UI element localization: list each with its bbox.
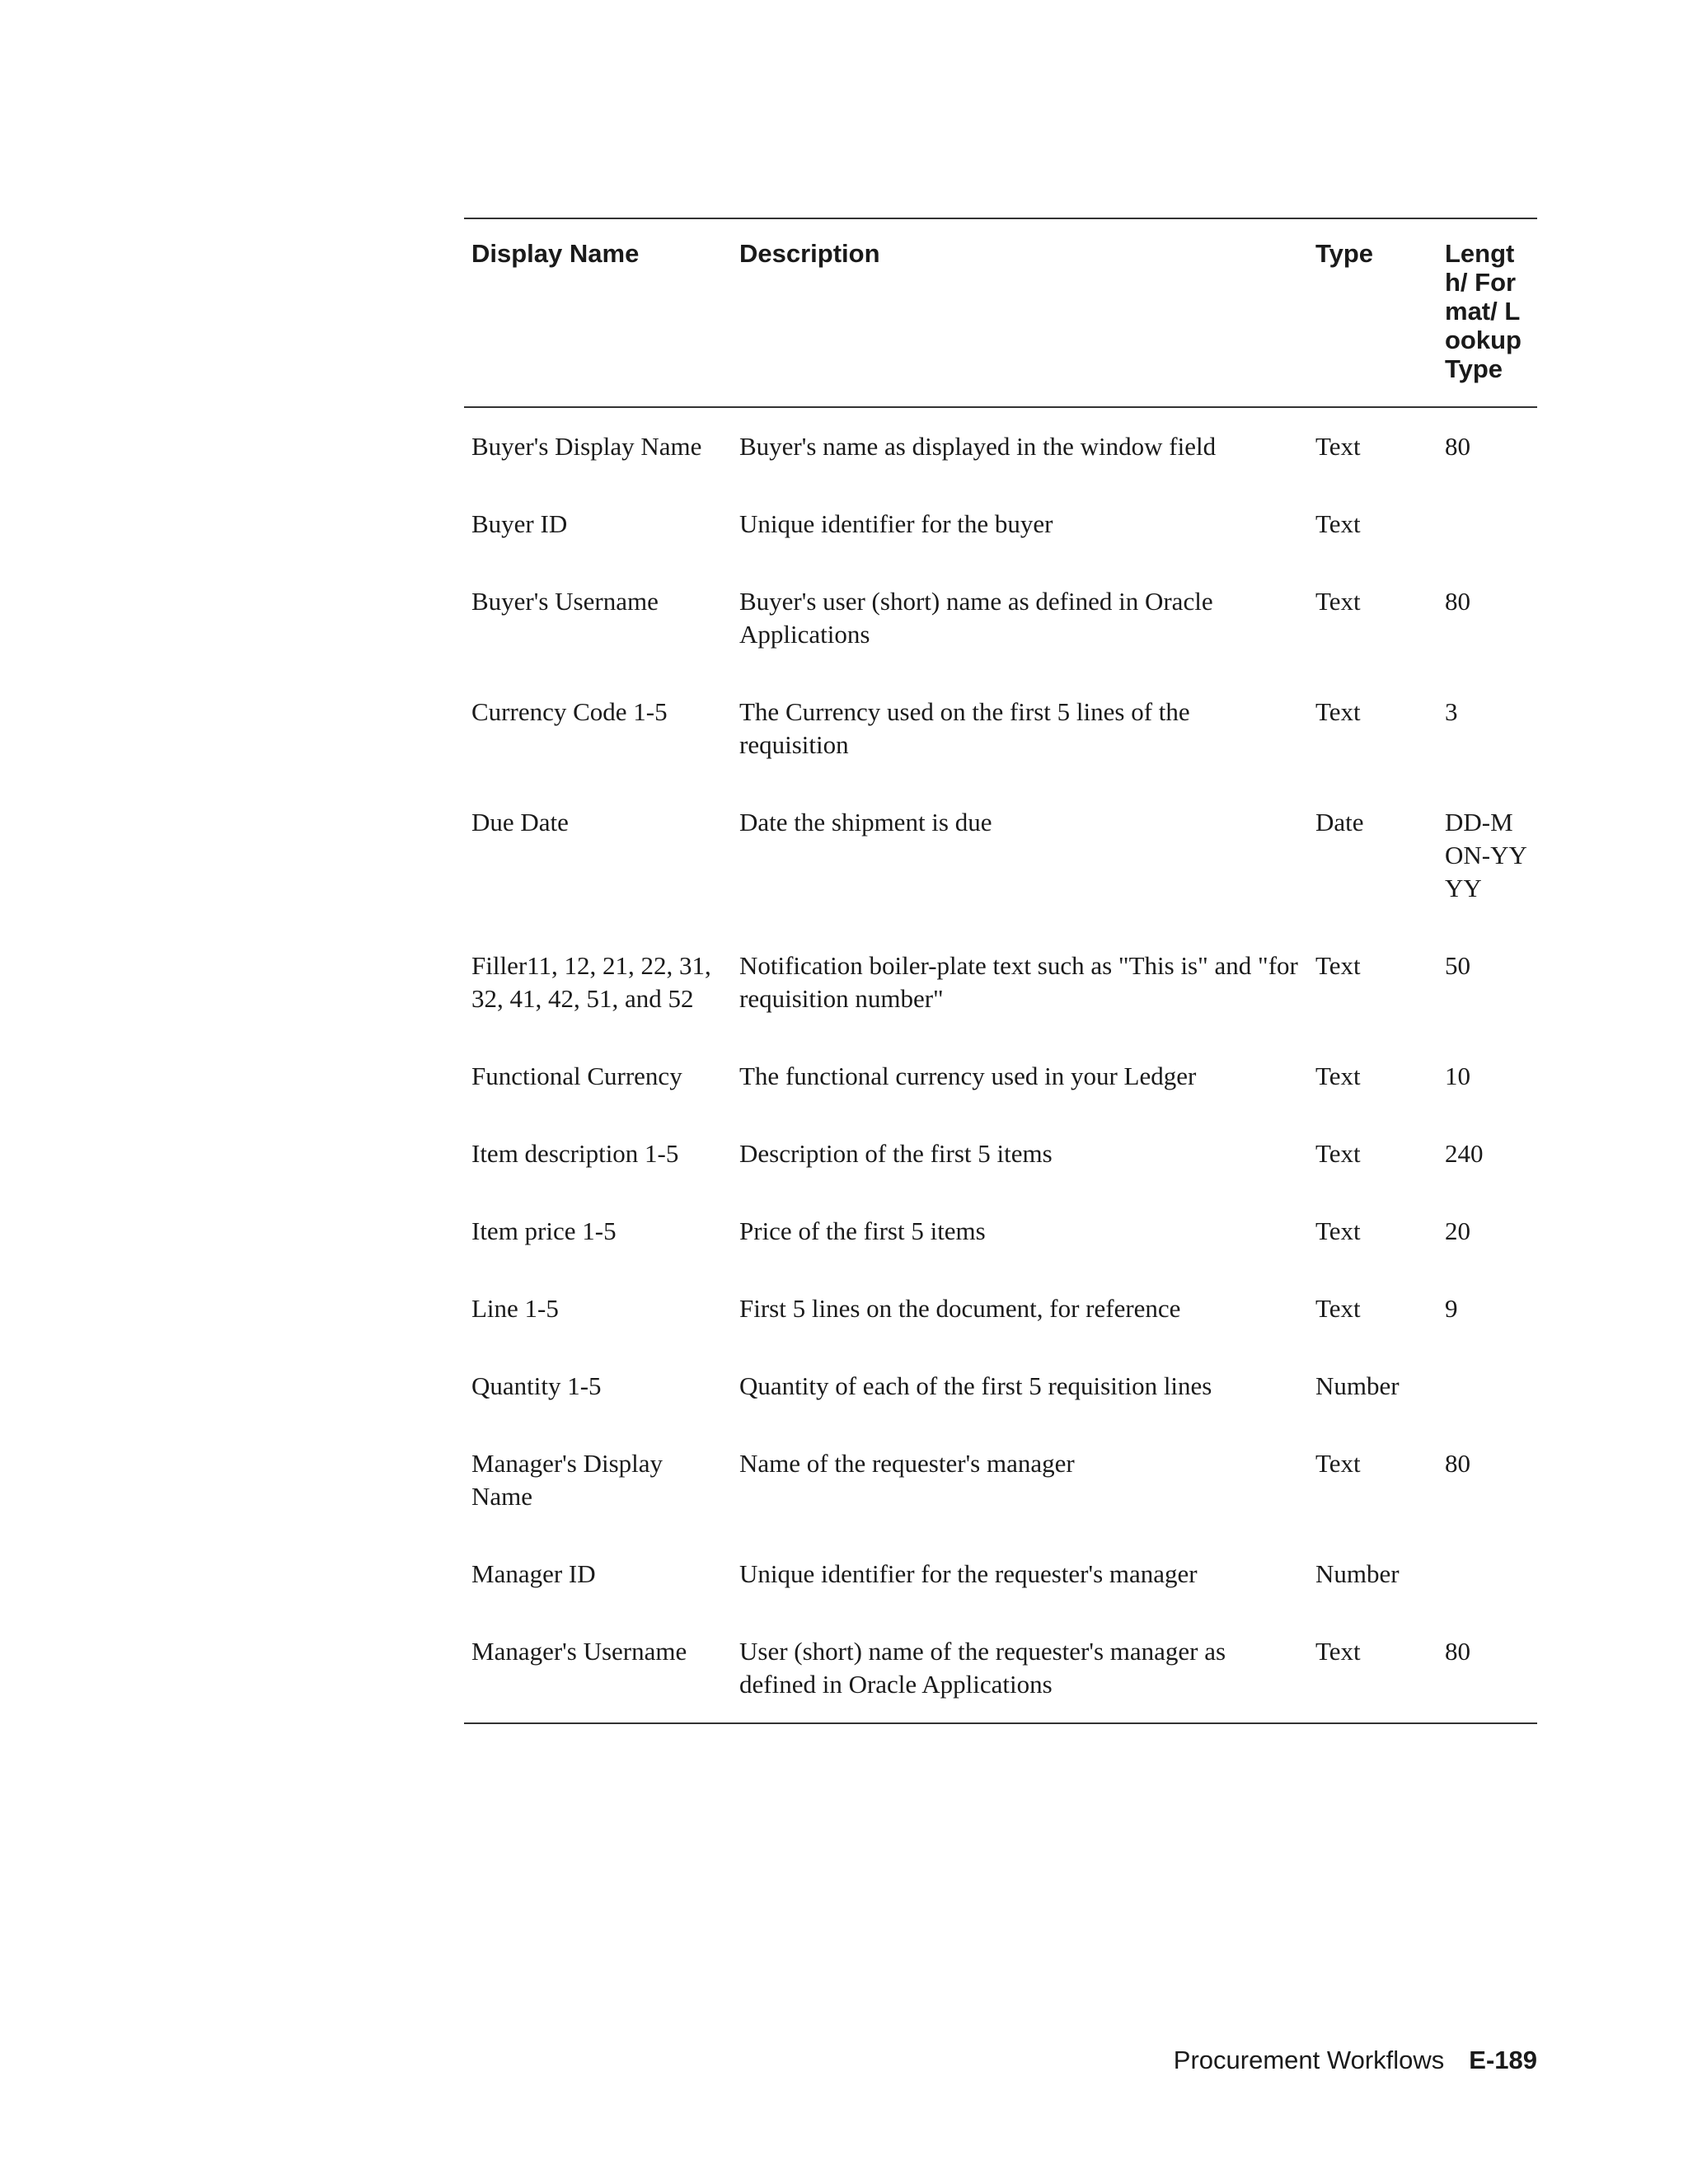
cell-description: Price of the first 5 items <box>739 1216 986 1245</box>
table-row <box>464 696 1537 806</box>
cell-display-name: Functional Currency <box>471 1062 682 1090</box>
table-row <box>464 1447 1537 1558</box>
cell-display-name: Item description 1-5 <box>471 1139 679 1168</box>
cell-display-name: Buyer ID <box>471 509 568 538</box>
cell-type: Text <box>1315 697 1361 726</box>
table-header <box>464 218 1537 407</box>
cell-length: 50 <box>1445 951 1470 980</box>
cell-display-name: Due Date <box>471 808 569 837</box>
table-body <box>464 407 1537 1723</box>
cell-type: Text <box>1315 432 1361 461</box>
cell-length: 10 <box>1445 1062 1470 1090</box>
cell-type: Text <box>1315 587 1361 616</box>
cell-length: 80 <box>1445 587 1470 616</box>
page-footer <box>1174 2046 1537 2075</box>
cell-type: Text <box>1315 1294 1361 1323</box>
table-row <box>464 1292 1537 1370</box>
table-header-row <box>464 218 1537 407</box>
cell-display-name: Currency Code 1-5 <box>471 697 668 726</box>
cell-type: Text <box>1315 1139 1361 1168</box>
cell-type: Text <box>1315 951 1361 980</box>
table-row <box>464 1635 1537 1723</box>
cell-description: Description of the first 5 items <box>739 1139 1053 1168</box>
cell-type: Number <box>1315 1371 1400 1400</box>
cell-type: Text <box>1315 509 1361 538</box>
table-row <box>464 1137 1537 1215</box>
cell-description: The functional currency used in your Ledger <box>739 1062 1197 1090</box>
footer-section-title: Procurement Workflows <box>1173 2046 1445 2074</box>
cell-description: Unique identifier for the buyer <box>739 509 1053 538</box>
cell-description: First 5 lines on the document, for reference <box>739 1294 1181 1323</box>
cell-type: Text <box>1315 1216 1361 1245</box>
cell-description: Buyer's user (short) name as defined in Oracle Applications <box>739 587 1213 649</box>
cell-display-name: Quantity 1-5 <box>471 1371 602 1400</box>
attributes-table <box>464 218 1537 1724</box>
header-display-name: Display Name <box>471 239 640 268</box>
cell-display-name: Manager's Username <box>471 1637 687 1666</box>
cell-display-name: Buyer's Username <box>471 587 659 616</box>
cell-type: Text <box>1315 1637 1361 1666</box>
cell-length: 240 <box>1445 1139 1484 1168</box>
cell-type: Date <box>1315 808 1364 837</box>
page-number: E-189 <box>1469 2046 1537 2074</box>
cell-length: 80 <box>1445 1449 1470 1478</box>
cell-description: The Currency used on the first 5 lines of the requisition <box>739 697 1190 759</box>
table-row <box>464 806 1537 949</box>
cell-display-name: Line 1-5 <box>471 1294 559 1323</box>
cell-description: Unique identifier for the requester's manager <box>739 1559 1198 1588</box>
cell-display-name: Item price 1-5 <box>471 1216 617 1245</box>
header-description: Description <box>739 239 880 268</box>
cell-length: 20 <box>1445 1216 1470 1245</box>
table-row <box>464 407 1537 508</box>
cell-length: DD-MON-YYYY <box>1445 808 1527 902</box>
table-row <box>464 949 1537 1060</box>
table-row <box>464 1370 1537 1447</box>
cell-display-name: Buyer's Display Name <box>471 432 702 461</box>
cell-type: Text <box>1315 1449 1361 1478</box>
cell-length: 80 <box>1445 1637 1470 1666</box>
table-row <box>464 1558 1537 1635</box>
cell-length: 80 <box>1445 432 1470 461</box>
header-type: Type <box>1315 239 1374 268</box>
cell-description: Quantity of each of the first 5 requisition lines <box>739 1371 1212 1400</box>
table-row <box>464 508 1537 585</box>
cell-description: Buyer's name as displayed in the window field <box>739 432 1217 461</box>
header-length-format-lookup-type: Length/ Format/ Lookup Type <box>1445 239 1522 383</box>
table-row <box>464 1215 1537 1292</box>
cell-display-name: Manager ID <box>471 1559 596 1588</box>
cell-description: Name of the requester's manager <box>739 1449 1075 1478</box>
cell-description: Notification boiler-plate text such as "This is" and "for requisition number" <box>739 951 1298 1013</box>
cell-length: 3 <box>1445 697 1458 726</box>
cell-type: Number <box>1315 1559 1400 1588</box>
cell-description: Date the shipment is due <box>739 808 992 837</box>
table-row <box>464 585 1537 696</box>
cell-description: User (short) name of the requester's manager as defined in Oracle Applications <box>739 1637 1226 1699</box>
cell-length <box>1437 508 1537 585</box>
cell-length: 9 <box>1445 1294 1458 1323</box>
cell-display-name: Manager's Display Name <box>471 1449 663 1511</box>
cell-length <box>1437 1370 1537 1447</box>
cell-display-name: Filler11, 12, 21, 22, 31, 32, 41, 42, 51, and 52 <box>471 951 711 1013</box>
cell-length <box>1437 1558 1537 1635</box>
cell-type: Text <box>1315 1062 1361 1090</box>
table-row <box>464 1060 1537 1137</box>
